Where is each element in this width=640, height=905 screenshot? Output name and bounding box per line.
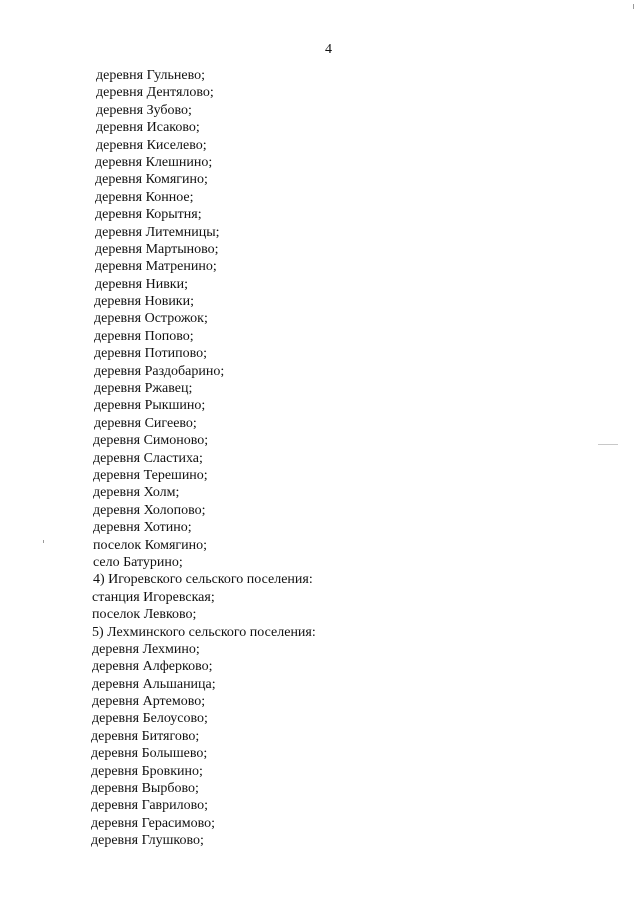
scan-speck — [598, 444, 618, 445]
scan-speck — [43, 540, 44, 543]
list-line: деревня Мартыново; — [95, 241, 219, 257]
list-line: 4) Игоревского сельского поселения: — [93, 572, 313, 588]
list-line: деревня Вырбово; — [91, 781, 199, 797]
list-line: деревня Гульнево; — [96, 68, 206, 83]
list-line: деревня Сигеево; — [94, 415, 197, 431]
list-line: деревня Нивки; — [95, 276, 188, 292]
list-line: деревня Симоново; — [93, 433, 209, 449]
list-line: деревня Глушково; — [91, 833, 204, 849]
list-line: деревня Артемово; — [92, 694, 206, 710]
list-line: деревня Клешнино; — [95, 154, 213, 170]
list-line: деревня Раздобарино; — [94, 363, 225, 379]
list-line: деревня Сластиха; — [93, 450, 203, 466]
settlement-list — [90, 67, 316, 850]
list-line: деревня Болышево; — [91, 746, 208, 762]
list-line: деревня Битягово; — [91, 728, 200, 744]
list-line: деревня Потипово; — [94, 346, 208, 362]
list-line: деревня Терешино; — [93, 467, 208, 483]
list-line: деревня Новики; — [94, 294, 194, 310]
list-line: деревня Острожок; — [94, 311, 208, 327]
list-line: деревня Альшаница; — [92, 676, 216, 692]
page-number: 4 — [325, 42, 332, 57]
list-line: деревня Киселево; — [96, 137, 207, 153]
list-line: деревня Ржавец; — [94, 381, 193, 397]
list-line: деревня Конное; — [95, 189, 194, 205]
list-line: деревня Бровкино; — [91, 763, 203, 779]
list-line: деревня Холм; — [93, 485, 180, 501]
list-line: деревня Дентялово; — [96, 85, 214, 101]
list-line: деревня Белоусово; — [92, 711, 208, 727]
list-line: деревня Матренино; — [95, 259, 217, 275]
list-line: село Батурино; — [93, 554, 183, 570]
list-line: деревня Хотино; — [93, 520, 192, 536]
list-line: деревня Литемницы; — [95, 224, 220, 240]
list-line: деревня Исаково; — [96, 120, 200, 136]
list-line: деревня Лехмино; — [92, 641, 200, 657]
list-line: деревня Герасимово; — [91, 815, 216, 831]
list-line: деревня Попово; — [94, 328, 194, 344]
list-line: деревня Комягино; — [95, 172, 208, 188]
list-line: станция Игоревская; — [92, 589, 215, 605]
list-line: деревня Гаврилово; — [91, 798, 209, 814]
list-line: деревня Рыкшино; — [94, 398, 206, 414]
list-line: 5) Лехминского сельского поселения: — [92, 624, 316, 640]
list-line: поселок Левково; — [92, 607, 197, 623]
list-line: деревня Зубово; — [96, 102, 192, 118]
scan-speck — [633, 4, 634, 9]
list-line: деревня Холопово; — [93, 502, 206, 518]
list-line: деревня Алферково; — [92, 659, 213, 675]
list-line: поселок Комягино; — [93, 537, 208, 553]
list-line: деревня Корытня; — [95, 207, 202, 223]
